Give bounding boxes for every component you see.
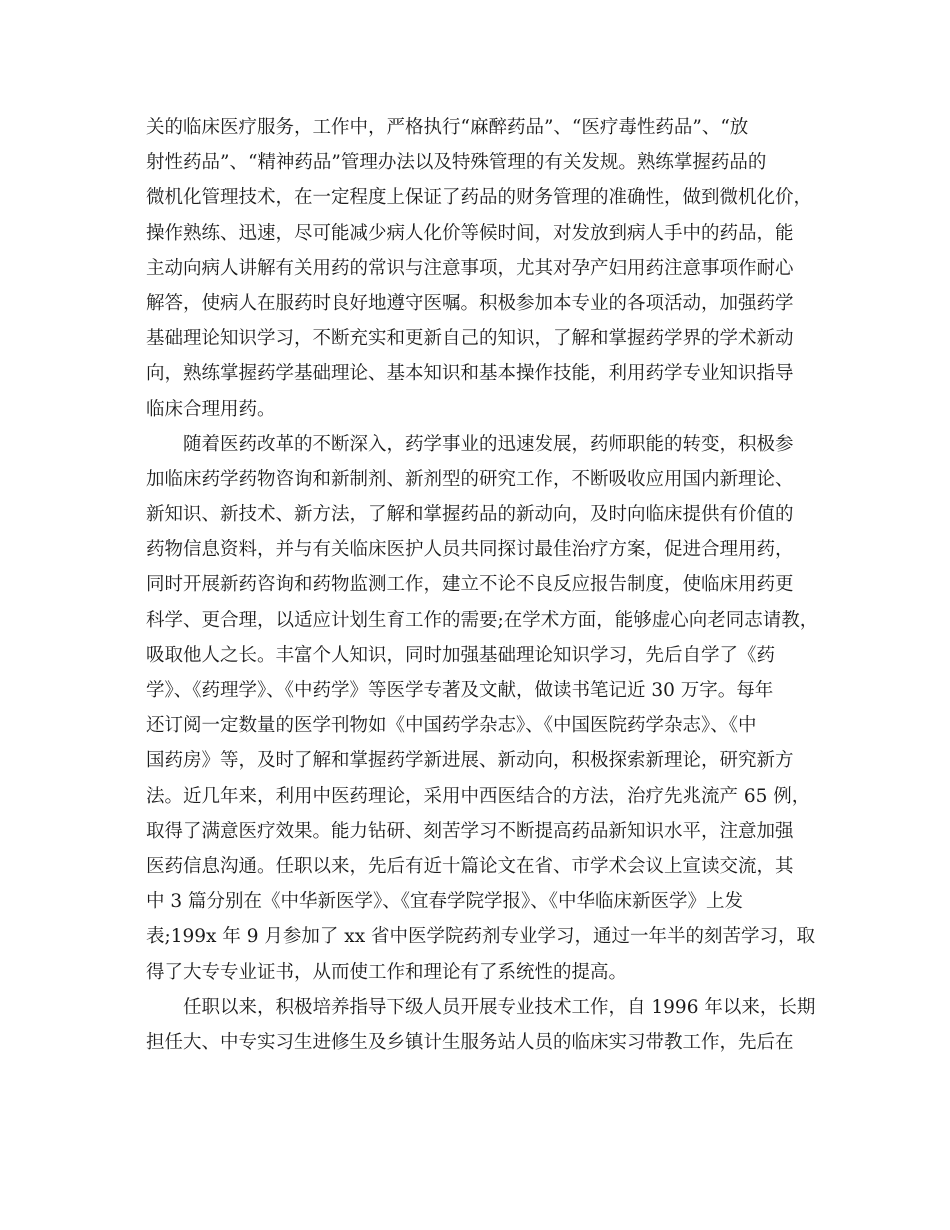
paragraph-3 (146, 990, 826, 1060)
text-line: 药物信息资料，并与有关临床医护人员共同探讨最佳治疗方案，促进合理用药， (146, 539, 794, 561)
text-line: 临床合理用药。 (146, 398, 276, 420)
text-line: 关的临床医疗服务，工作中，严格执行“麻醉药品”、“医疗毒性药品”、“放 (146, 117, 749, 138)
text-line: 任职以来，积极培养指导下级人员开展专业技术工作，自 1996 年以来，长期 (183, 996, 816, 1018)
text-line: 取得了满意医疗效果。能力钻研、刻苦学习不断提高药品新知识水平，注意加强 (146, 820, 794, 842)
paragraph-1 (146, 110, 826, 427)
text-line: 向，熟练掌握药学基础理论、基本知识和基本操作技能，利用药学专业知识指导 (146, 363, 794, 385)
text-line: 法。近几年来，利用中医药理论，采用中西医结合的方法，治疗先兆流产 65 例， (146, 785, 811, 807)
text-line: 射性药品”、“精神药品”管理办法以及特殊管理的有关发规。熟练掌握药品的 (146, 152, 767, 174)
paragraph-2 (146, 427, 826, 990)
text-line: 加临床药学药物咨询和新制剂、新剂型的研究工作，不断吸收应用国内新理论、 (146, 468, 794, 490)
text-line: 基础理论知识学习，不断充实和更新自己的知识，了解和掌握药学界的学术新动 (146, 328, 794, 350)
text-line: 同时开展新药咨询和药物监测工作，建立不论不良反应报告制度，使临床用药更 (146, 574, 794, 596)
text-line: 解答，使病人在服药时良好地遵守医嘱。积极参加本专业的各项活动，加强药学 (146, 292, 794, 314)
text-line: 国药房》等，及时了解和掌握药学新进展、新动向，积极探索新理论，研究新方 (146, 750, 794, 772)
text-line: 吸取他人之长。丰富个人知识，同时加强基础理论知识学习，先后自学了《药 (146, 644, 776, 666)
text-line: 主动向病人讲解有关用药的常识与注意事项，尤其对孕产妇用药注意事项作耐心 (146, 257, 794, 279)
text-line: 微机化管理技术，在一定程度上保证了药品的财务管理的准确性，做到微机化价， (146, 187, 813, 209)
text-line: 科学、更合理，以适应计划生育工作的需要;在学术方面，能够虚心向老同志请教， (146, 609, 819, 631)
text-line: 得了大专专业证书，从而使工作和理论有了系统性的提高。 (146, 961, 628, 983)
text-line: 随着医药改革的不断深入，药学事业的迅速发展，药师职能的转变，积极参 (183, 433, 794, 455)
text-line: 还订阅一定数量的医学刊物如《中国药学杂志》、《中国医院药学杂志》、《中 (146, 715, 757, 737)
text-line: 新知识、新技术、新方法，了解和掌握药品的新动向，及时向临床提供有价值的 (146, 504, 794, 526)
text-line: 学》、《药理学》、《中药学》等医学专著及文献，做读书笔记近 30 万字。每年 (146, 680, 774, 701)
text-line: 医药信息沟通。任职以来，先后有近十篇论文在省、市学术会议上宣读交流，其 (146, 855, 794, 877)
text-line: 中 3 篇分别在《中华新医学》、《宜春学院学报》、《中华临床新医学》上发 (146, 891, 744, 913)
text-line: 担任大、中专实习生进修生及乡镇计生服务站人员的临床实习带教工作，先后在 (146, 1031, 794, 1053)
text-line: 表;199x 年 9 月参加了 xx 省中医学院药剂专业学习，通过一年半的刻苦学习，取 (146, 926, 816, 948)
text-line: 操作熟练、迅速，尽可能减少病人化价等候时间，对发放到病人手中的药品，能 (146, 222, 794, 244)
document-body (146, 110, 826, 1060)
